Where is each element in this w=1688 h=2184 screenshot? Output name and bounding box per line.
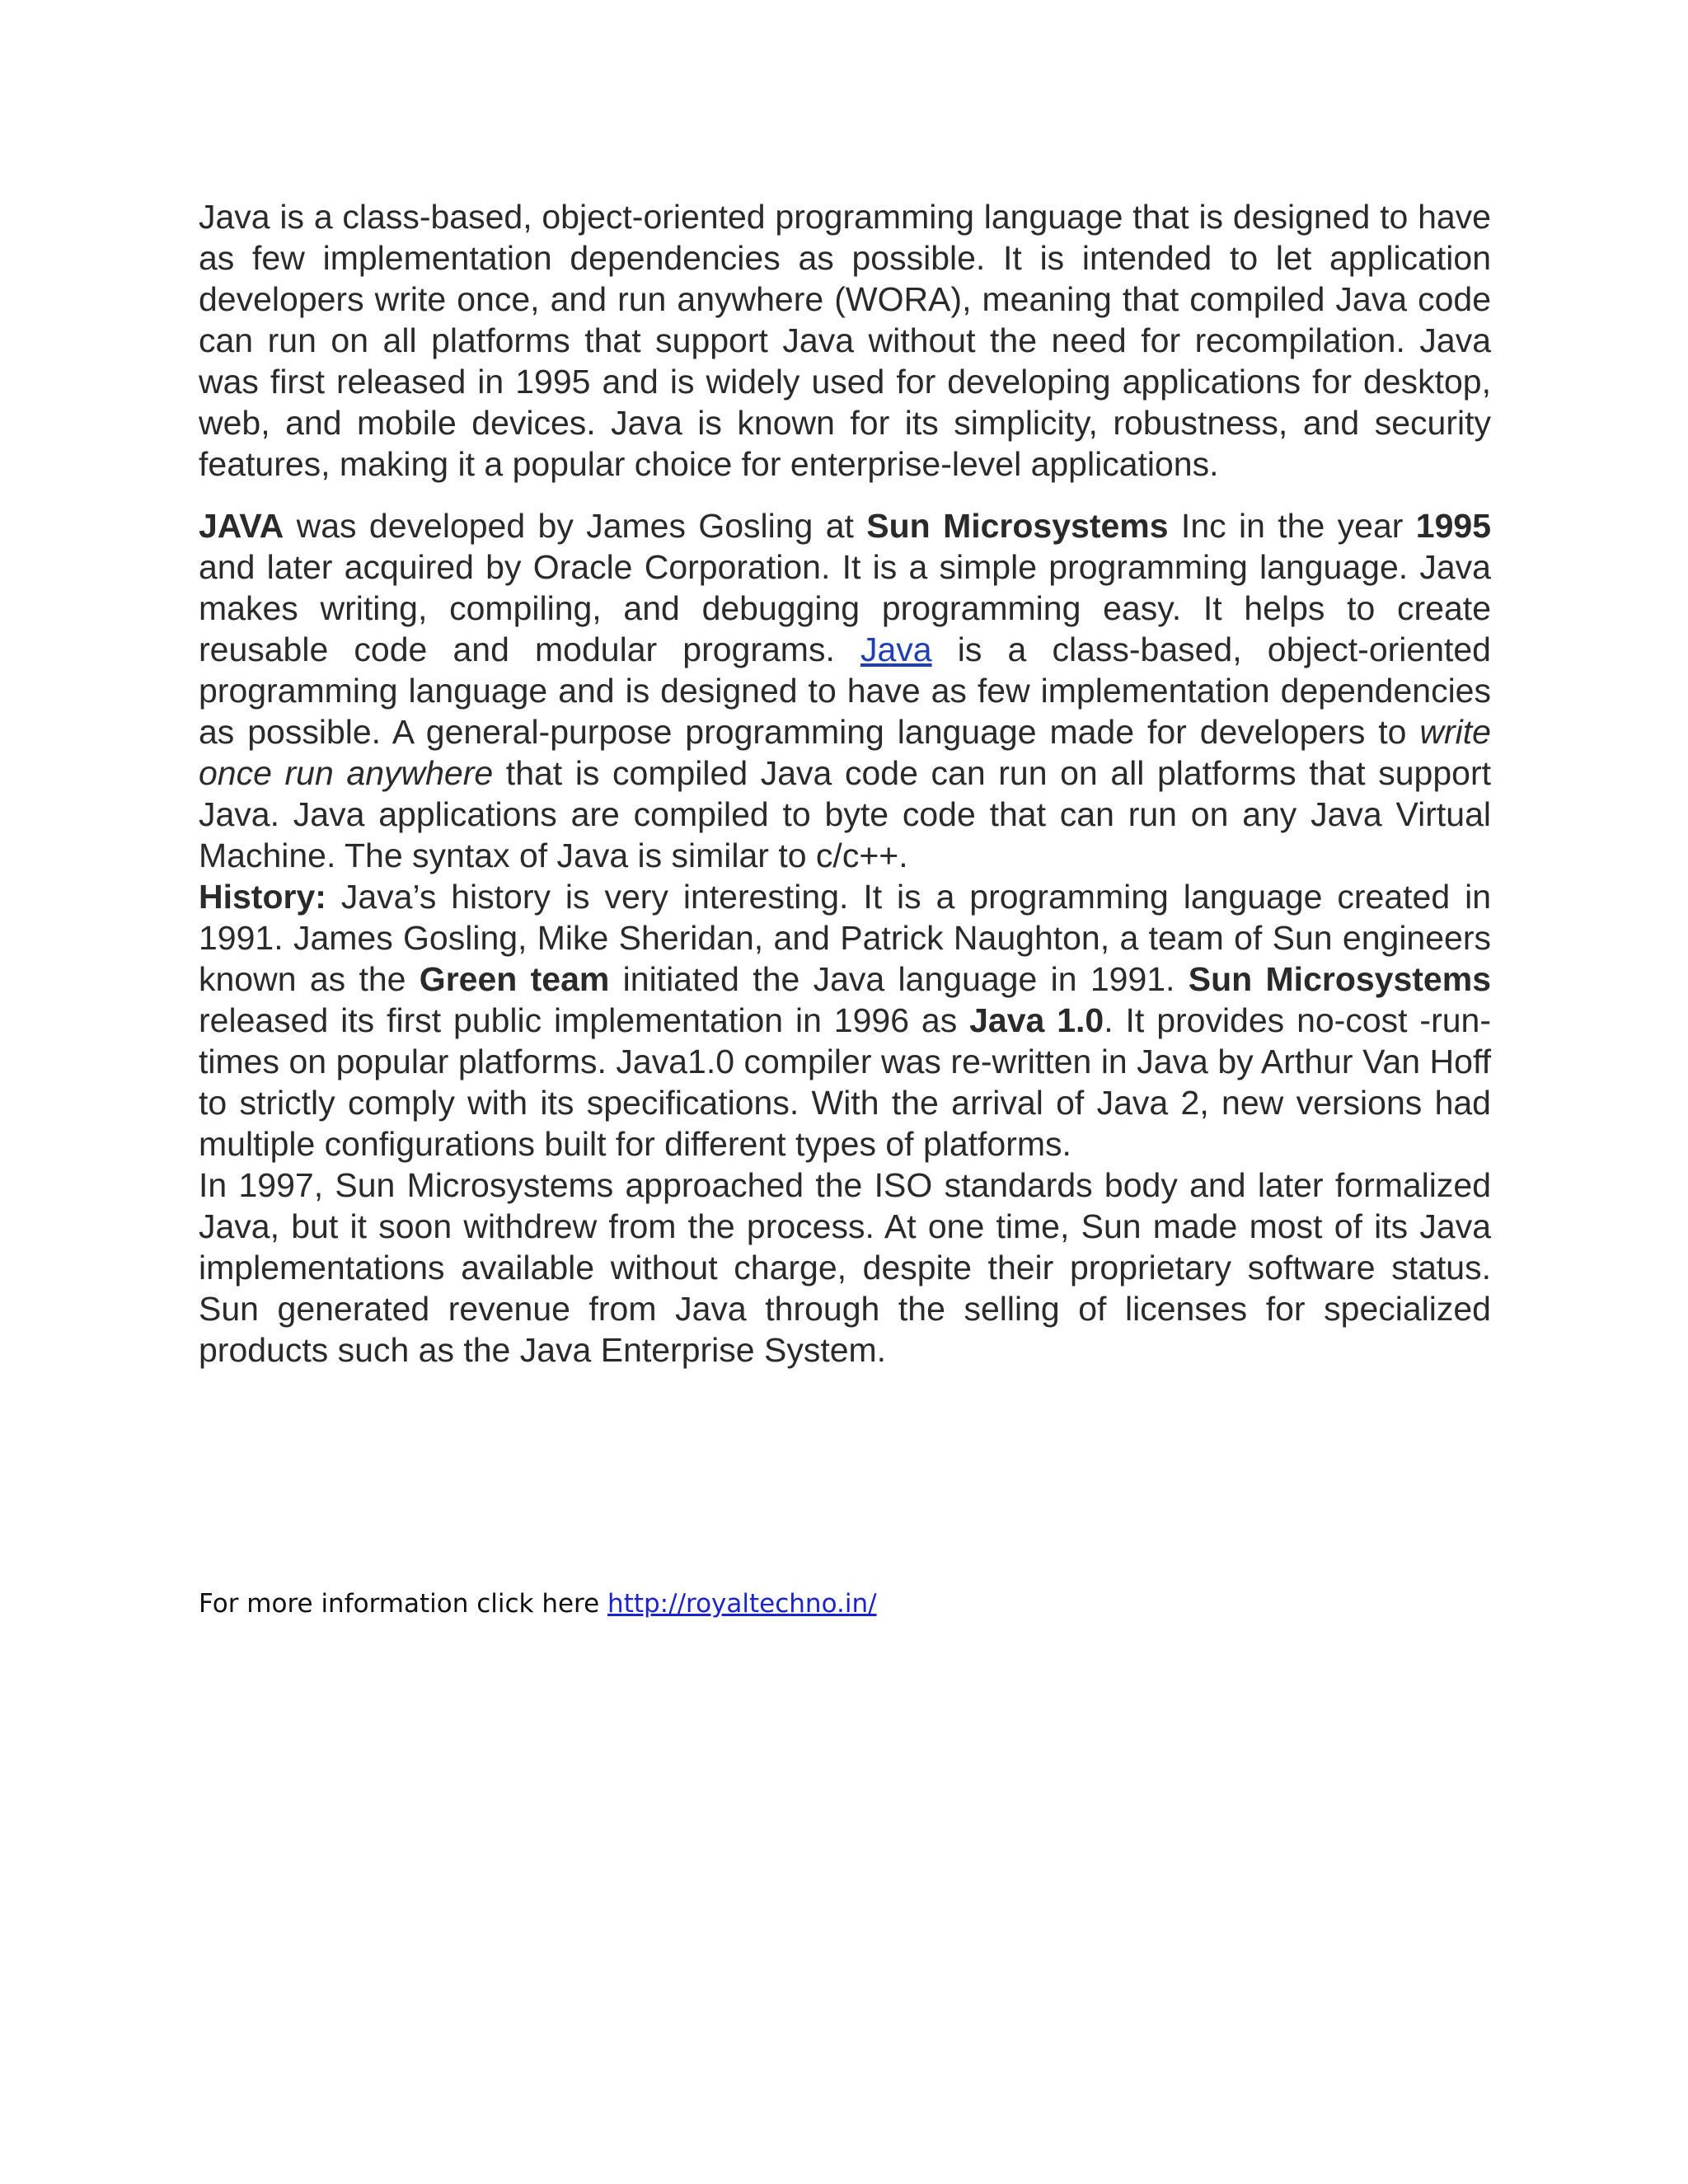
history-sun-microsystems-bold: Sun Microsystems <box>1188 960 1491 998</box>
royaltechno-link[interactable]: http://royaltechno.in/ <box>607 1589 877 1619</box>
document-body <box>199 196 1491 1371</box>
java-1-0-bold: Java 1.0 <box>969 1001 1104 1039</box>
history-paragraph <box>199 876 1491 1165</box>
history-text-4: . It provides no-cost -run-times on popular platforms. Java1.0 compiler was re-written in Java by Arthur Van Hoff to strictly comply with its specifications. With the arrival of Java 2, new versions had multiple configurations built for different types of platforms. <box>199 1001 1491 1163</box>
java-link[interactable]: Java <box>860 630 932 668</box>
intro-paragraph: Java is a class-based, object-oriented programming language that is designed to have as few implementation dependencies as possible. It is intended to let application developers write once, and run anywhere (WORA), meaning that compiled Java code can run on all platforms that support Java without the need for recompilation. Java was first released in 1995 and is widely used for developing applications for desktop, web, and mobile devices. Java is known for its simplicity, robustness, and security features, making it a popular choice for enterprise-level applications. <box>199 198 1491 483</box>
java-bold-term: JAVA <box>199 507 284 545</box>
about-text-3: and later acquired by Oracle Corporation. It is a simple programming language. Java makes writing, compiling, and debugging programming easy. It helps to create reusable code and modular programs. <box>199 548 1491 668</box>
iso-paragraph: In 1997, Sun Microsystems approached the ISO standards body and later formalized Java, but it soon withdrew from the process. At one time, Sun made most of its Java implementations available without charge, despite their proprietary software status. Sun generated revenue from Java through the selling of licenses for specialized products such as the Java Enterprise System. <box>199 1166 1491 1369</box>
green-team-bold: Green team <box>419 960 610 998</box>
history-label: History: <box>199 878 326 916</box>
about-text-4: is a class-based, object-oriented programming language and is designed to have as few implementation dependencies as possible. A general-purpose programming language made for developers to <box>199 630 1491 751</box>
about-text-5: that is compiled Java code can run on all platforms that support Java. Java applications are compiled to byte code that can run on any Java Virtual Machine. The syntax of Java is similar to c/c++. <box>199 754 1491 874</box>
about-text-2: Inc in the year <box>1168 507 1416 545</box>
wora-italic: write once run anywhere <box>199 713 1491 792</box>
about-text-1: was developed by James Gosling at <box>284 507 867 545</box>
footer-line <box>199 1587 877 1620</box>
footer-prefix: For more information click here <box>199 1589 608 1619</box>
year-1995-bold: 1995 <box>1415 507 1491 545</box>
history-text-2: initiated the Java language in 1991. <box>609 960 1189 998</box>
about-paragraph <box>199 505 1491 876</box>
history-text-1: Java’s history is very interesting. It is a programming language created in 1991. James Gosling, Mike Sheridan, and Patrick Naughton, a team of Sun engineers known as the <box>199 878 1491 998</box>
sun-microsystems-bold: Sun Microsystems <box>866 507 1169 545</box>
history-text-3: released its first public implementation in 1996 as <box>199 1001 970 1039</box>
